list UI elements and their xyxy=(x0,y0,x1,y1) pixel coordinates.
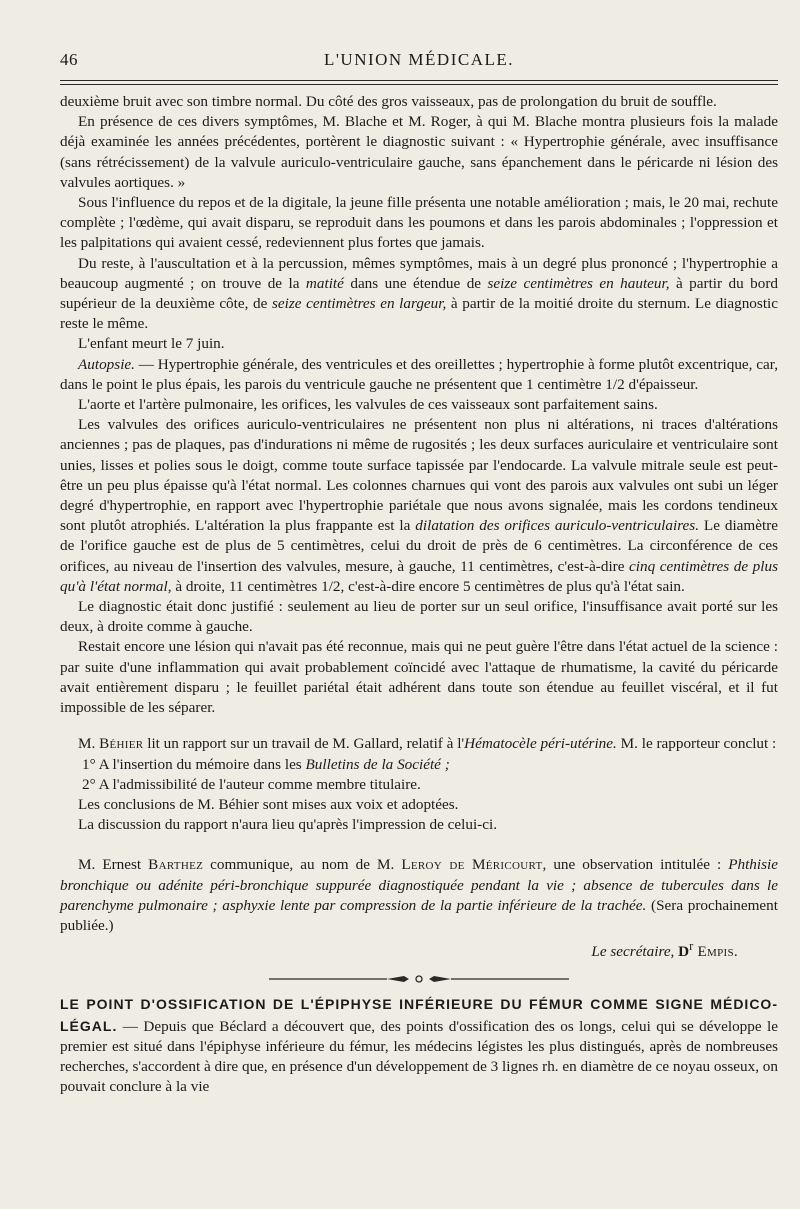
paragraph: L'enfant meurt le 7 juin. xyxy=(78,335,225,353)
text-run: à partir de la moitié droite du sternum. Le diagnostic reste le même. xyxy=(60,295,778,333)
header-rule-thin xyxy=(60,84,778,85)
running-title: L'UNION MÉDICALE. xyxy=(323,50,515,69)
italic-run: seize centimètres en hauteur, xyxy=(487,274,670,292)
list-item xyxy=(60,755,778,775)
text-run: lit un rapport sur un travail de M. Gallard, relatif à l' xyxy=(143,735,465,753)
italic-run: matité xyxy=(305,274,344,292)
paragraph: deuxième bruit avec son timbre normal. Du côté des gros vaisseaux, pas de prolongation du bruit de souffle. xyxy=(60,93,717,110)
paragraph: La discussion du rapport n'aura lieu qu'après l'impression de celui-ci. xyxy=(78,816,497,834)
list-item: 2° A l'admissibilité de l'auteur comme membre titulaire. xyxy=(82,775,421,793)
signature xyxy=(60,936,738,962)
text-run: — Depuis que Béclard a découvert que, des points d'ossification des os longs, celui qui se développe le premier est situé dans l'épiphyse inférieure du fémur, les médecins légistes les plus distingués, après de nombreuses recherches, s'accordent à dire que, en présence d'un développement de 3 lignes rh. en diamètre de ce noyau osseux, on pouvait conclure à la vie xyxy=(60,1017,778,1096)
article-title: LE POINT D'OSSIFICATION DE L'ÉPIPHYSE INFÉRIEURE DU FÉMUR COMME SIGNE MÉDICO-LÉGAL. xyxy=(60,996,778,1034)
italic-run: seize centimètres en largeur, xyxy=(272,295,447,313)
paragraph: En présence de ces divers symptômes, M. Blache et M. Roger, à qui M. Blache montra plusieurs fois la malade déjà examinée les années précédentes, portèrent le diagnostic suivant : « Hypertrophie générale, avec insuffisance (sans rétrécissement) de la valvule auriculo-ventriculaire gauche, sans épanchement dans le péricarde ni lésion des valvules aortiques. » xyxy=(60,113,778,191)
italic-run: Autopsie. xyxy=(78,355,135,373)
text-run: — Hypertrophie générale, des ventricules et des oreillettes ; hypertrophie à forme plutôt excentrique, car, dans le point le plus épais, les parois du ventricule gauche ne présentent que 1 centimètre 1/2 d'épaisseur. xyxy=(60,355,778,393)
text-run: Les valvules des orifices auriculo-ventriculaires ne présentent non plus ni altérations, ni traces d'altérations anciennes ; pas de plaques, pas d'indurations ni même de rugosités ; les deux surfaces auriculaire et ventriculaire sont unies, lisses et polies sous le doigt, comme toute surface tapissée par l'endocarde. La valvule mitrale seule est peut-être un peu plus épaisse qu'à l'état normal. Les colonnes charnues qui vont des parois aux valvules ont subi un léger degré d'hypertrophie, en rapport avec l'hypertrophie pariétale que nous avons signalée, mais les cordons tendineux sont plutôt atrophiés. L'altération la plus frappante est la xyxy=(60,416,778,535)
text-run: (Sera prochainement publiée.) xyxy=(60,896,778,934)
text-run: M. xyxy=(78,735,100,753)
text-run: M. Ernest xyxy=(78,856,149,874)
paragraph: Les conclusions de M. Béhier sont mises aux voix et adoptées. xyxy=(78,795,459,813)
paragraph xyxy=(60,254,778,335)
text-run: communique, au nom de M. xyxy=(203,856,402,874)
italic-run: cinq centimètres de plus qu'à l'état normal, xyxy=(60,557,778,595)
text-run: , une observation intitulée : xyxy=(542,856,729,874)
paragraph xyxy=(60,415,778,597)
page-number: 46 xyxy=(60,50,78,69)
paragraph xyxy=(60,855,778,936)
paragraph: Sous l'influence du repos et de la digitale, la jeune fille présenta une notable amélioration ; mais, le 20 mai, rechute complète ; l'œdème, qui avait disparu, se reproduit dans les poumons et dans les parois abdominales ; l'oppression et les palpitations qui avaient cessé, redeviennent plus fortes que jamais. xyxy=(60,194,778,252)
text-run: Le diamètre de l'orifice gauche est de plus de 5 centimètres, celui du droit de près de 6 centimètres. La circonférence de ces orifices, au niveau de l'insertion des valvules, mesure, à gauche, 11 centimètres, c'est-à-dire xyxy=(60,517,778,575)
text-run: à droite, 11 centimètres 1/2, c'est-à-dire encore 5 centimètres de plus qu'à l'état sain. xyxy=(171,577,685,595)
paragraph xyxy=(60,734,778,754)
text-run: D xyxy=(674,943,690,961)
text-run: dans une étendue de xyxy=(343,274,488,292)
italic-run: dilatation des orifices auriculo-ventriculaires. xyxy=(415,517,700,535)
author-name: Barthez xyxy=(148,856,204,874)
author-name: Béhier xyxy=(99,735,144,753)
italic-run: Hématocèle péri-utérine. xyxy=(464,735,617,753)
body-text xyxy=(60,92,778,1097)
author-name: Leroy de Méricourt xyxy=(401,856,543,874)
paragraph xyxy=(60,355,778,395)
text-run: Du reste, à l'auscultation et à la percussion, mêmes symptômes, mais à un degré plus prononcé ; l'hypertrophie a beaucoup augmenté ; on trouve de la xyxy=(60,254,778,292)
paragraph xyxy=(60,994,778,1097)
text-run: M. le rapporteur conclut : xyxy=(616,735,777,753)
italic-run: Bulletins de la Société ; xyxy=(305,755,450,773)
running-header xyxy=(60,46,778,74)
italic-run: Phthisie bronchique ou adénite péri-bronchique suppurée diagnostiquée pendant la vie ; absence de tubercules dans le parenchyme pulmonaire ; asphyxie lente par compression de la partie inférieure de la trachée. xyxy=(60,856,778,914)
author-name: Empis. xyxy=(693,943,738,961)
text-run: r xyxy=(689,939,694,954)
italic-run: Le secrétaire, xyxy=(591,943,675,961)
paragraph: Restait encore une lésion qui n'avait pas été reconnue, mais qui ne peut guère l'être dans l'état actuel de la science : par suite d'une inflammation qui avait probablement coïncidé avec l'attaque de rhumatisme, la cavité du péricarde avait entièrement disparu ; le feuillet pariétal était adhérent dans toute son étendue au feuillet viscéral, et il fut impossible de les séparer. xyxy=(60,638,778,717)
text-run: à partir du bord supérieur de la deuxième côte, de xyxy=(60,274,779,313)
header-rule xyxy=(60,80,778,81)
paragraph: L'aorte et l'artère pulmonaire, les orifices, les valvules de ces vaisseaux sont parfaitement sains. xyxy=(78,396,658,414)
paragraph: Le diagnostic était donc justifié : seulement au lieu de porter sur un seul orifice, l'insuffisance avait porté sur les deux, à droite comme à gauche. xyxy=(60,598,778,636)
ornament-divider-icon xyxy=(269,974,569,984)
text-run: 1° A l'insertion du mémoire dans les xyxy=(82,755,306,773)
